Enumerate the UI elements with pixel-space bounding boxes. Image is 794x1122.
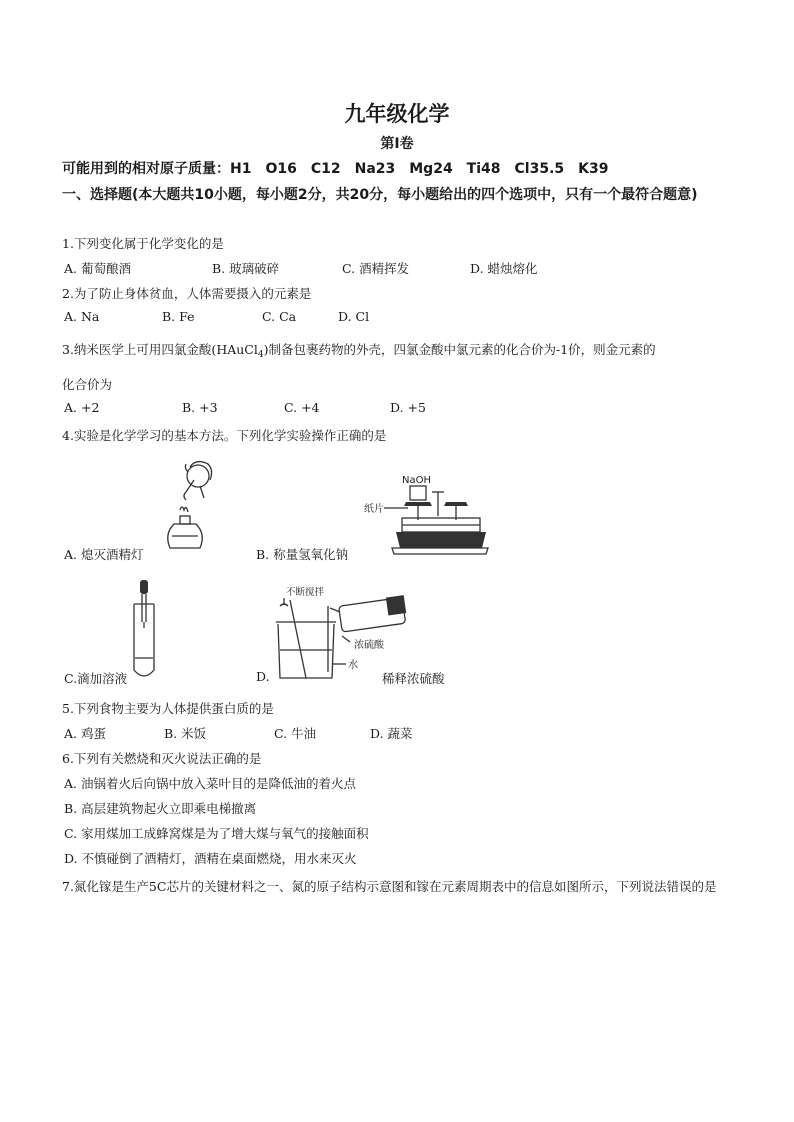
question-6-stem: 6.下列有关燃烧和灭火说法正确的是 [62, 751, 262, 766]
question-3-stem [62, 340, 656, 360]
q1-option-d: D. 蜡烛熔化 [470, 261, 538, 276]
figure-alcohol-lamp [160, 458, 230, 554]
stir-label: 不断搅拌 [286, 587, 325, 598]
acid-label: 浓硫酸 [354, 640, 384, 651]
figure-dropper-tube [130, 580, 160, 680]
q2-option-a: A. Na [64, 309, 100, 324]
section-heading: 一、选择题(本大题共10小题，每小题2分，共20分，每小题给出的四个选项中，只有一个最符合题意) [62, 187, 698, 203]
q3-option-c: C. +4 [284, 400, 320, 415]
question-4-stem: 4.实验是化学学习的基本方法。下列化学实验操作正确的是 [62, 428, 387, 443]
q6-option-a: A. 油锅着火后向锅中放入菜叶目的是降低油的着火点 [64, 776, 356, 791]
q3-option-d: D. +5 [390, 400, 426, 415]
figure-balance-naoh [362, 472, 488, 556]
question-2-stem: 2.为了防止身体贫血，人体需要摄入的元素是 [62, 286, 312, 301]
question-3-stem-line2: 化合价为 [62, 377, 113, 392]
q4-option-b: B. 称量氢氧化钠 [256, 547, 349, 562]
q3-option-a: A. +2 [64, 400, 100, 415]
q6-option-b: B. 高层建筑物起火立即乘电梯撤离 [64, 801, 257, 816]
atomic-masses: 可能用到的相对原子质量：H1 O16 C12 Na23 Mg24 Ti48 Cl35.5 K39 [62, 161, 609, 177]
water-label: 水 [348, 660, 358, 671]
q5-option-b: B. 米饭 [164, 726, 207, 741]
q6-option-d: D. 不慎碰倒了酒精灯，酒精在桌面燃烧，用水来灭火 [64, 851, 357, 866]
q5-option-c: C. 牛油 [274, 726, 317, 741]
naoh-label: NaOH [402, 475, 431, 486]
q3-formula: HAuCl$_4$ [216, 342, 264, 360]
paper-label: 纸片 [364, 504, 384, 515]
q5-option-d: D. 蔬菜 [370, 726, 413, 741]
q3-stem-part1: 3.纳米医学上可用四氯金酸( [62, 342, 217, 357]
q3-option-b: B. +3 [182, 400, 218, 415]
q4-option-d-text: 稀释浓硫酸 [382, 671, 445, 686]
question-7-stem: 7.氮化镓是生产5C芯片的关键材料之一、氮的原子结构示意图和镓在元素周期表中的信息如图所示，下列说法错误的是 [62, 879, 717, 894]
q2-option-b: B. Fe [162, 309, 195, 324]
q1-option-c: C. 酒精挥发 [342, 261, 410, 276]
q2-option-c: C. Ca [262, 309, 297, 324]
q1-option-a: A. 葡萄酿酒 [64, 261, 131, 276]
q6-option-c: C. 家用煤加工成蜂窝煤是为了增大煤与氧气的接触面积 [64, 826, 369, 841]
page-title: 九年级化学 [344, 102, 450, 126]
q5-option-a: A. 鸡蛋 [64, 726, 106, 741]
q1-option-b: B. 玻璃破碎 [212, 261, 280, 276]
q4-option-a: A. 熄灭酒精灯 [64, 547, 144, 562]
q4-option-c: C.滴加溶液 [64, 671, 128, 686]
q3-stem-part2: )制备包裹药物的外壳，四氯金酸中氯元素的化合价为-1价，则金元素的 [263, 342, 656, 357]
question-1-stem: 1.下列变化属于化学变化的是 [62, 236, 224, 251]
question-5-stem: 5.下列食物主要为人体提供蛋白质的是 [62, 701, 274, 716]
q2-option-d: D. Cl [338, 309, 370, 324]
volume-label: 第Ⅰ卷 [380, 136, 414, 152]
q4-option-d: D. [256, 669, 270, 684]
